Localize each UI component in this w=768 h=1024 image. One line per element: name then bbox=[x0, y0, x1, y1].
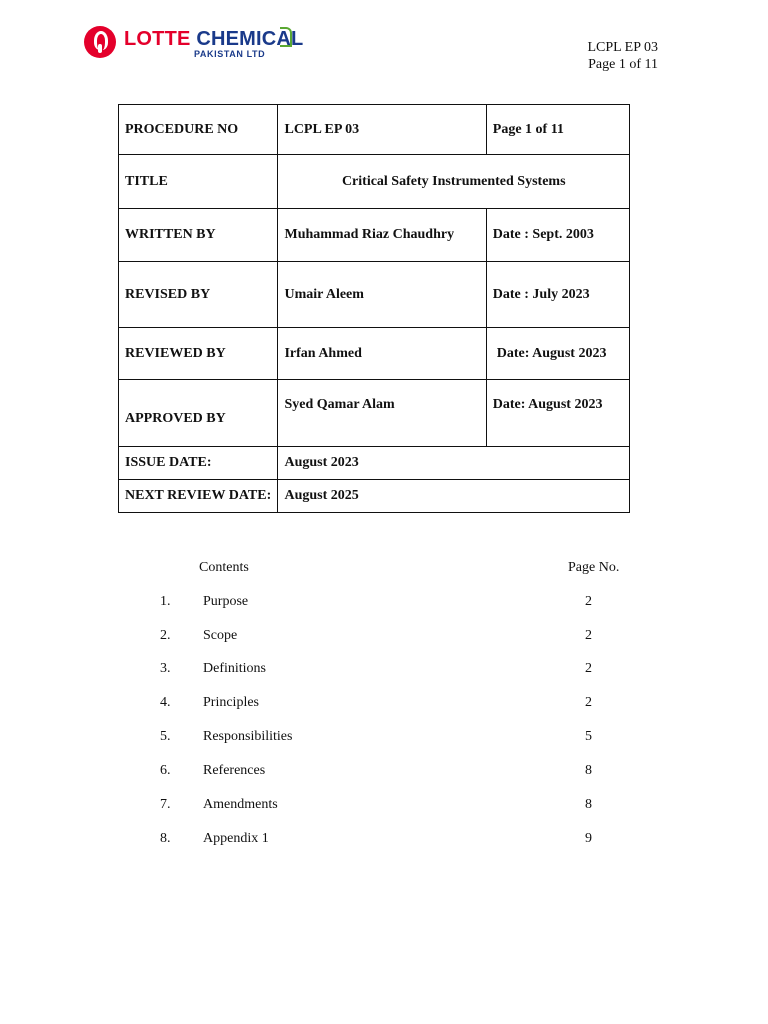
toc-heading: Contents bbox=[199, 560, 249, 575]
toc-item-page: 8 bbox=[585, 797, 592, 812]
title-value: Critical Safety Instrumented Systems bbox=[278, 155, 630, 209]
toc-item-page: 2 bbox=[585, 594, 592, 609]
table-row-approved bbox=[119, 380, 630, 447]
table-row-reviewed bbox=[119, 328, 630, 380]
approved-date: Date: August 2023 bbox=[486, 380, 629, 447]
title-label: TITLE bbox=[119, 155, 278, 209]
leaf-icon bbox=[280, 27, 292, 47]
toc-item-page: 8 bbox=[585, 763, 592, 778]
toc-item bbox=[0, 661, 768, 681]
table-row-next-review bbox=[119, 480, 630, 513]
toc-item bbox=[0, 763, 768, 783]
toc-item bbox=[0, 594, 768, 614]
toc-item-number: 3. bbox=[160, 661, 171, 676]
toc-item-title: Definitions bbox=[203, 661, 266, 676]
reviewed-date: Date: August 2023 bbox=[486, 328, 629, 380]
reviewed-by-label: REVIEWED BY bbox=[119, 328, 278, 380]
table-row-title bbox=[119, 155, 630, 209]
toc-item bbox=[0, 628, 768, 648]
logo-word-chemical: CHEMICAL bbox=[196, 28, 304, 50]
toc-item-page: 2 bbox=[585, 695, 592, 710]
toc-item-page: 2 bbox=[585, 661, 592, 676]
toc-item bbox=[0, 695, 768, 715]
issue-date-label: ISSUE DATE: bbox=[119, 447, 278, 480]
toc-page-heading: Page No. bbox=[568, 560, 620, 575]
toc-item bbox=[0, 729, 768, 749]
logo-wordmark bbox=[124, 28, 303, 50]
procedure-no-value: LCPL EP 03 bbox=[278, 105, 486, 155]
toc-item-number: 6. bbox=[160, 763, 171, 778]
toc-item-number: 2. bbox=[160, 628, 171, 643]
toc-item-title: Principles bbox=[203, 695, 259, 710]
toc-item-number: 8. bbox=[160, 831, 171, 846]
toc-item-title: References bbox=[203, 763, 266, 778]
next-review-value: August 2025 bbox=[278, 480, 630, 513]
toc-item-page: 9 bbox=[585, 831, 592, 846]
page-header bbox=[587, 39, 658, 73]
toc-item-number: 4. bbox=[160, 695, 171, 710]
toc-item-title: Amendments bbox=[203, 797, 278, 812]
procedure-page: Page 1 of 11 bbox=[486, 105, 629, 155]
header-doc-code: LCPL EP 03 bbox=[587, 40, 658, 55]
revised-by-value: Umair Aleem bbox=[278, 262, 486, 328]
table-row-issue-date bbox=[119, 447, 630, 480]
next-review-label: NEXT REVIEW DATE: bbox=[119, 480, 278, 513]
toc-item bbox=[0, 797, 768, 817]
toc-item-title: Purpose bbox=[203, 594, 249, 609]
procedure-info-table bbox=[118, 104, 630, 513]
revised-date: Date : July 2023 bbox=[486, 262, 629, 328]
approved-by-label: APPROVED BY bbox=[119, 380, 278, 447]
revised-by-label: REVISED BY bbox=[119, 262, 278, 328]
lotte-emblem-icon bbox=[84, 26, 116, 58]
toc-item-number: 1. bbox=[160, 594, 171, 609]
toc-header bbox=[0, 560, 768, 580]
company-logo bbox=[84, 24, 304, 64]
written-by-label: WRITTEN BY bbox=[119, 209, 278, 262]
toc-item-page: 2 bbox=[585, 628, 592, 643]
logo-word-lotte: LOTTE bbox=[124, 28, 191, 50]
written-by-value: Muhammad Riaz Chaudhry bbox=[278, 209, 486, 262]
issue-date-value: August 2023 bbox=[278, 447, 630, 480]
approved-by-value: Syed Qamar Alam bbox=[278, 380, 486, 447]
table-row-written bbox=[119, 209, 630, 262]
written-date: Date : Sept. 2003 bbox=[486, 209, 629, 262]
table-row-procedure bbox=[119, 105, 630, 155]
toc-item-title: Scope bbox=[203, 628, 238, 643]
toc-item-title: Appendix 1 bbox=[203, 831, 269, 846]
toc-item-number: 7. bbox=[160, 797, 171, 812]
header-page-number: Page 1 of 11 bbox=[588, 57, 658, 72]
reviewed-by-value: Irfan Ahmed bbox=[278, 328, 486, 380]
procedure-no-label: PROCEDURE NO bbox=[119, 105, 278, 155]
toc-item-number: 5. bbox=[160, 729, 171, 744]
toc-item-page: 5 bbox=[585, 729, 592, 744]
toc-item-title: Responsibilities bbox=[203, 729, 293, 744]
table-row-revised bbox=[119, 262, 630, 328]
logo-subtitle: PAKISTAN LTD bbox=[194, 49, 266, 59]
toc-item bbox=[0, 831, 768, 851]
